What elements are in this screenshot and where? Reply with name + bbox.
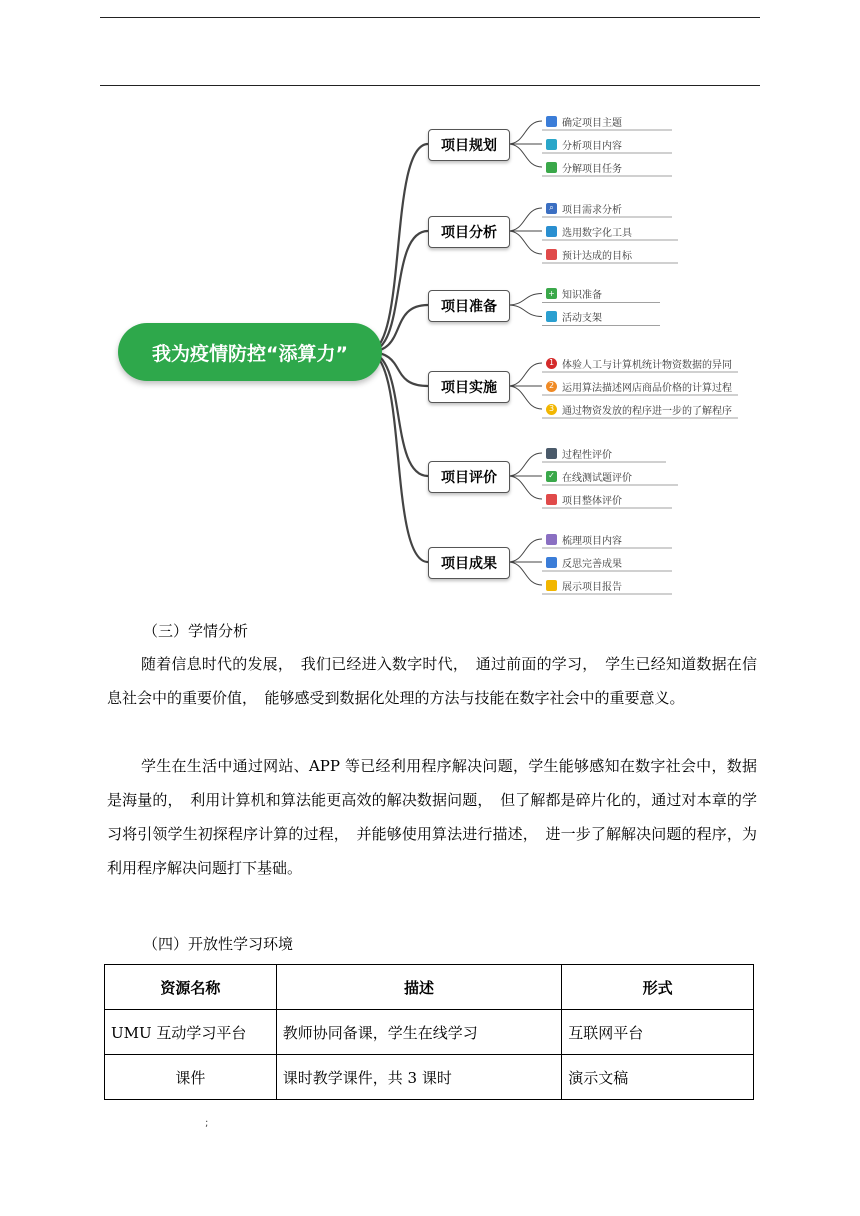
checkmark-icon: ✓ xyxy=(546,471,557,482)
column-header: 资源名称 xyxy=(105,965,277,1010)
table-cell: 演示文稿 xyxy=(562,1055,754,1100)
paragraph: 随着信息时代的发展， 我们已经进入数字时代， 通过前面的学习， 学生已经知道数据在信息社会中的重要价值， 能够感受到数据化处理的方法与技能在数字社会中的重要意义。 xyxy=(107,655,757,707)
section-heading-learner-analysis: （三）学情分析 xyxy=(143,622,249,640)
branch-node: 项目成果 xyxy=(428,547,510,579)
connector-line xyxy=(508,208,542,231)
leaf-node xyxy=(546,199,622,217)
paragraph: 学生在生活中通过网站、APP 等已经利用程序解决问题，学生能够感知在数字社会中，数据是海量的， 利用计算机和算法能更高效的解决数据问题， 但了解都是碎片化的，通过对本章的学习将引领学生初探程序计算的过程， 并能够使用算法进行描述， 进一步了解解决问题的程序，为利用程序解决问题打下基础。 xyxy=(107,757,757,877)
leaf-node xyxy=(546,444,612,462)
leaf-node xyxy=(546,490,622,508)
column-header: 形式 xyxy=(562,965,754,1010)
mind-map xyxy=(100,95,760,595)
connector-line xyxy=(508,305,542,317)
connector-line xyxy=(508,121,542,144)
leaf-node xyxy=(546,576,622,594)
leaf-node xyxy=(546,112,622,130)
leaf-label: 选用数字化工具 xyxy=(562,227,632,239)
leaf-node xyxy=(546,285,602,303)
leaf-node xyxy=(546,467,632,485)
leaf-node xyxy=(546,158,622,176)
flag-icon xyxy=(546,249,557,260)
leaf-node xyxy=(546,222,632,240)
people-icon xyxy=(546,557,557,568)
connector-line xyxy=(508,231,542,254)
fire-icon xyxy=(546,494,557,505)
header-rule-top xyxy=(100,17,760,18)
branch-node: 项目评价 xyxy=(428,461,510,493)
leaf-label: 活动支架 xyxy=(562,313,602,324)
target-icon xyxy=(546,139,557,150)
header-rule xyxy=(100,85,760,86)
connector-line xyxy=(368,352,428,562)
leaf-node xyxy=(546,245,632,263)
leaf-label: 知识准备 xyxy=(562,290,602,301)
leaf-node xyxy=(546,553,622,571)
leaf-label: 展示项目报告 xyxy=(562,581,622,593)
leaf-label: 反思完善成果 xyxy=(562,558,622,570)
number-1-icon: 1 xyxy=(546,358,557,369)
column-header: 描述 xyxy=(276,965,562,1010)
leaf-node xyxy=(546,530,622,548)
people-icon xyxy=(546,116,557,127)
leaf-label: 项目整体评价 xyxy=(562,495,622,507)
trophy-icon xyxy=(546,580,557,591)
branch-node: 项目准备 xyxy=(428,290,510,322)
leaf-node xyxy=(546,135,622,153)
resource-table xyxy=(104,964,754,1100)
leaf-node xyxy=(546,308,602,326)
branch-node: 项目分析 xyxy=(428,216,510,248)
leaf-label: 过程性评价 xyxy=(562,449,612,461)
connector-line xyxy=(508,294,542,306)
plus-icon: + xyxy=(546,288,557,299)
connector-line xyxy=(508,363,542,386)
table-cell: 课件 xyxy=(105,1055,277,1100)
table-row xyxy=(105,1010,754,1055)
leaf-label: 分解项目任务 xyxy=(562,163,622,175)
number-3-icon: 3 xyxy=(546,404,557,415)
connector-line xyxy=(368,144,428,352)
table-cell: 课时教学课件，共 3 课时 xyxy=(276,1055,562,1100)
branch-node: 项目实施 xyxy=(428,371,510,403)
connector-line xyxy=(508,476,542,499)
leaf-label: 项目需求分析 xyxy=(562,204,622,216)
leaf-label: 通过物资发放的程序进一步的了解程序 xyxy=(562,405,732,417)
leaf-label: 预计达成的目标 xyxy=(562,250,632,262)
leaf-label: 在线测试题评价 xyxy=(562,472,632,484)
table-row xyxy=(105,1055,754,1100)
leaf-label: 梳理项目内容 xyxy=(562,535,622,547)
connector-line xyxy=(508,453,542,476)
search-icon: ⌕ xyxy=(546,203,557,214)
table-cell: UMU 互动学习平台 xyxy=(105,1010,277,1055)
link-icon xyxy=(546,311,557,322)
leaf-node xyxy=(546,377,732,395)
tools-icon xyxy=(546,226,557,237)
connector-line xyxy=(508,562,542,585)
section-heading-learning-environment: （四）开放性学习环境 xyxy=(143,935,294,953)
connector-line xyxy=(508,144,542,167)
leaf-label: 运用算法描述网店商品价格的计算过程 xyxy=(562,382,732,394)
refresh-icon xyxy=(546,162,557,173)
list-icon xyxy=(546,534,557,545)
monitor-icon xyxy=(546,448,557,459)
table-cell: 教师协同备课，学生在线学习 xyxy=(276,1010,562,1055)
leaf-label: 体验人工与计算机统计物资数据的异同 xyxy=(562,359,732,371)
branch-node: 项目规划 xyxy=(428,129,510,161)
leaf-label: 确定项目主题 xyxy=(562,117,622,129)
leaf-label: 分析项目内容 xyxy=(562,140,622,152)
table-header-row xyxy=(105,965,754,1010)
connector-line xyxy=(508,539,542,562)
connector-line xyxy=(508,386,542,409)
mind-map-root: 我为疫情防控“添算力” xyxy=(118,323,382,381)
leaf-node xyxy=(546,354,732,372)
stray-mark: ; xyxy=(205,1118,209,1129)
leaf-node xyxy=(546,400,732,418)
number-2-icon: 2 xyxy=(546,381,557,392)
table-cell: 互联网平台 xyxy=(562,1010,754,1055)
